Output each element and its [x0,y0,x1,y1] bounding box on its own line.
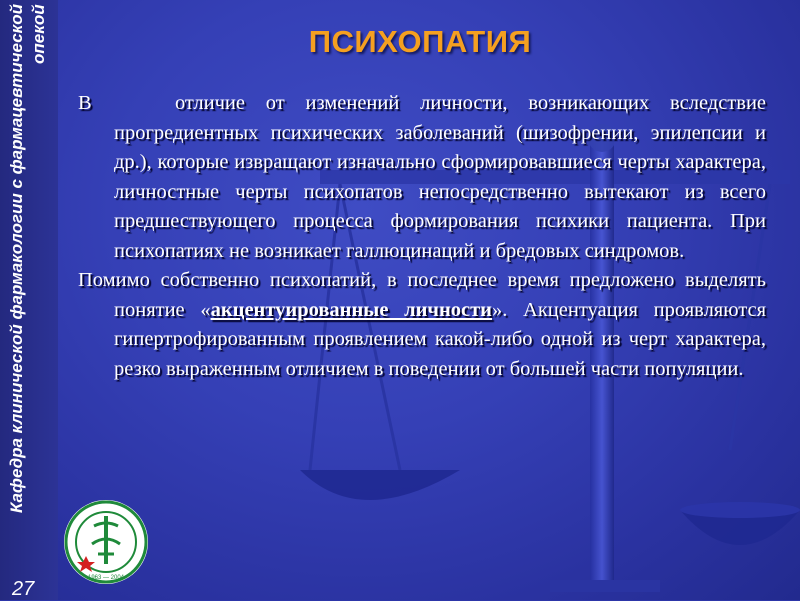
slide-number: 27 [12,578,35,600]
paragraph-2-part1: Помимо собственно психопатий, в последнее время предложено выделять понятие « [78,269,766,321]
paragraph-2-part2: ». Акцентуация проявляются гипертрофированным проявлением какой-либо одной из черт характера, резко выраженным отличием в поведении от большей части популяции. [114,298,767,380]
paragraph-1 [78,89,766,266]
slide-title: ПСИХОПАТИЯ [308,24,532,59]
sidebar [0,0,58,600]
department-emblem-logo [62,498,150,586]
emblem-years: 1963 — 2004 [87,575,125,581]
department-label: Кафедра клинической фармакологии с фармацевтической опекой [7,4,48,514]
paragraph-1-lead: В [78,92,92,114]
accentuated-personality-term: акцентуированные личности [210,298,492,321]
paragraph-1-text: отличие от изменений личности, возникающих вследствие прогредиентных психических заболеваний (шизофрении, эпилепсии и др.), которые извращают изначально сформировавшиеся черты характера, личностные черты психопатов непосредственно вытекают из всего предшествующего процесса формирования психики пациента. При психопатиях не возникает галлюцинаций и бредовых синдромов. [114,92,767,262]
slide-body [78,89,766,384]
paragraph-2 [78,266,766,384]
